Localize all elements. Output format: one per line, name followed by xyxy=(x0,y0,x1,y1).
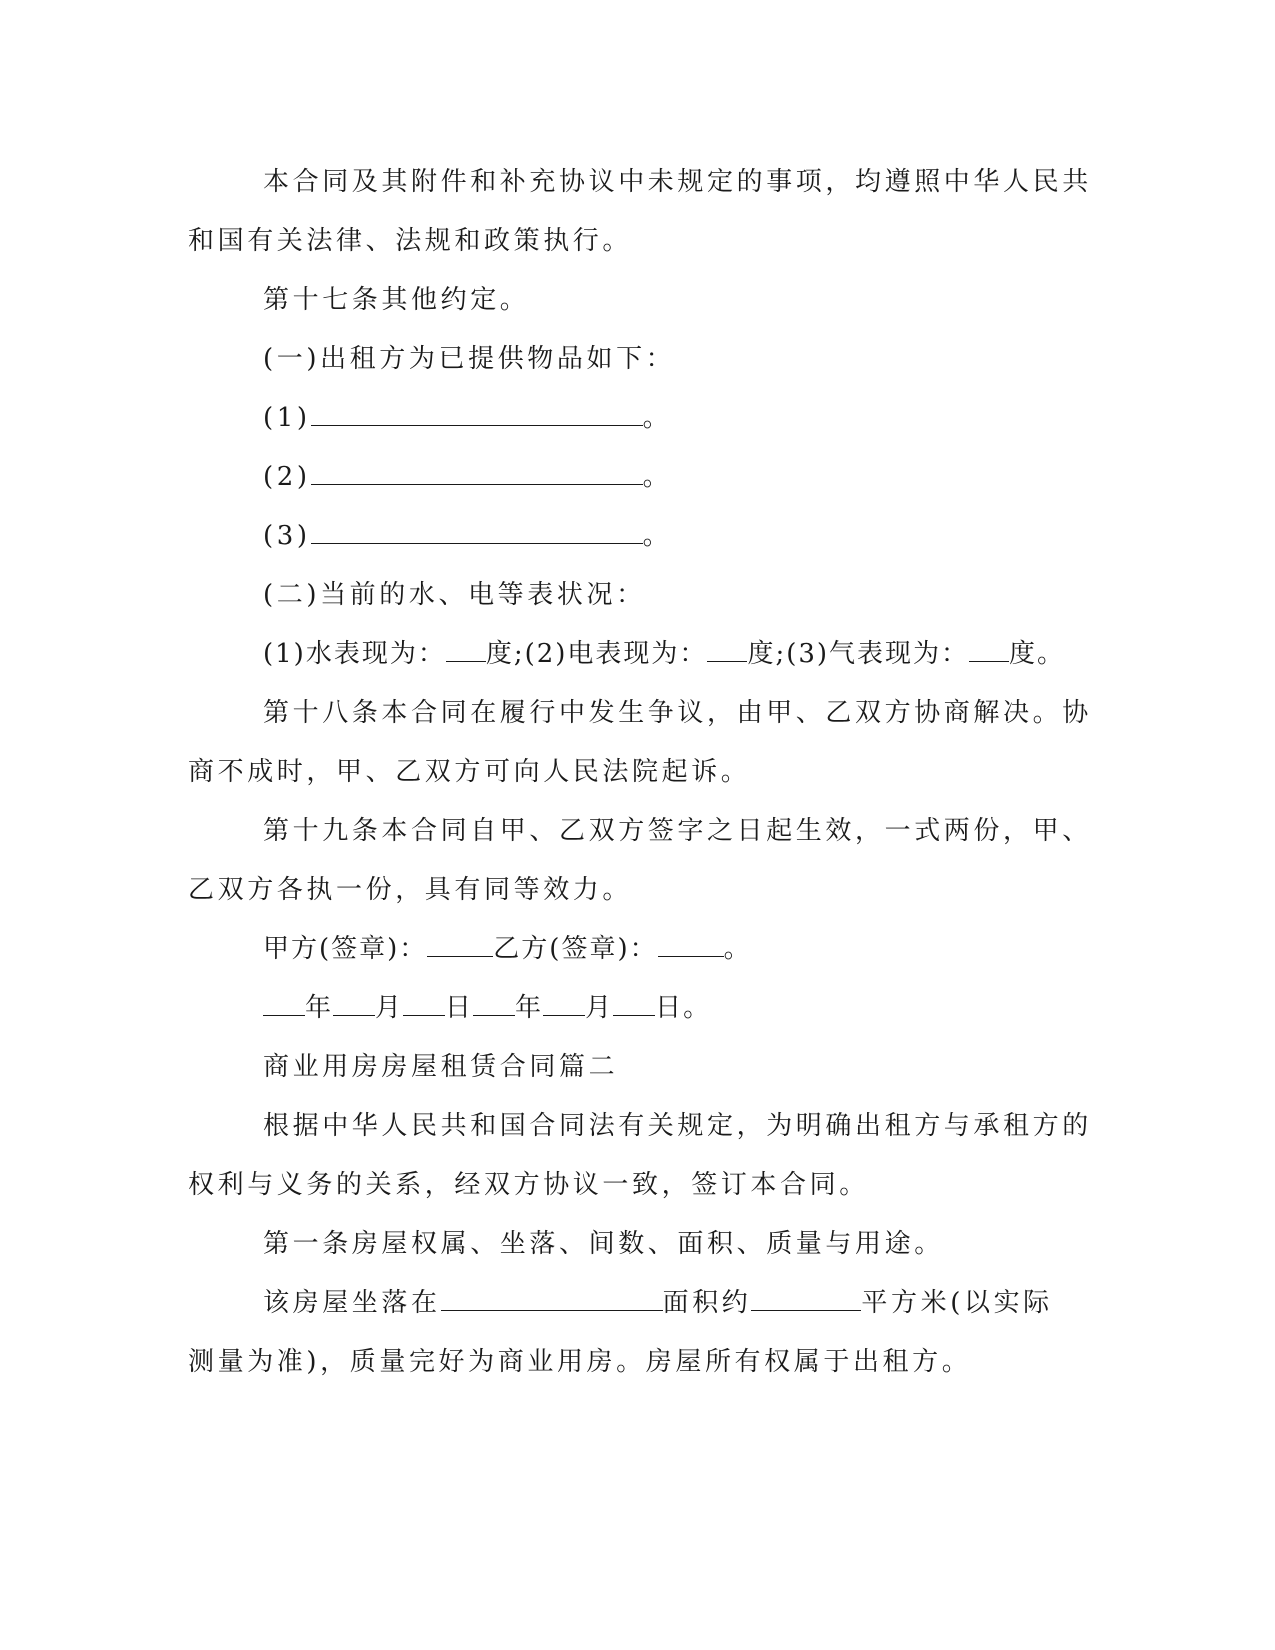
blank-field xyxy=(311,403,643,426)
blank-field xyxy=(427,934,493,957)
party-a-signature-label: 甲方(签章)： xyxy=(263,934,428,964)
item-number: (3) xyxy=(263,521,311,551)
blank-field xyxy=(707,639,747,662)
fill-line-2 xyxy=(263,460,672,494)
fill-line-1 xyxy=(263,401,672,435)
location-label: 该房屋坐落在 xyxy=(263,1288,441,1318)
fill-line-3 xyxy=(263,519,672,553)
paragraph-line: 和国有关法律、法规和政策执行。 xyxy=(188,226,633,256)
date-line xyxy=(263,991,711,1025)
period: 。 xyxy=(642,403,673,433)
electric-meter-label: 度;(2)电表现为： xyxy=(485,639,708,669)
day-label: 日 xyxy=(445,993,474,1023)
month-label: 月 xyxy=(375,993,404,1023)
blank-field xyxy=(263,993,305,1016)
blank-field xyxy=(613,993,655,1016)
paragraph-line: (一)出租方为已提供物品如下： xyxy=(263,344,676,374)
blank-field xyxy=(543,993,585,1016)
signature-line xyxy=(263,932,752,966)
section-title: 商业用房房屋租赁合同篇二 xyxy=(263,1052,619,1082)
blank-field xyxy=(403,993,445,1016)
blank-field xyxy=(311,462,643,485)
period: 。 xyxy=(723,934,752,964)
paragraph-line: (二)当前的水、电等表状况： xyxy=(263,580,646,610)
period: 。 xyxy=(642,521,673,551)
period: 。 xyxy=(642,462,673,492)
water-meter-label: (1)水表现为： xyxy=(263,639,446,669)
blank-field xyxy=(311,521,643,544)
item-number: (1) xyxy=(263,403,311,433)
year-label: 年 xyxy=(305,993,334,1023)
month-label: 月 xyxy=(585,993,614,1023)
blank-field xyxy=(969,639,1009,662)
paragraph-line: 权利与义务的关系，经双方协议一致，签订本合同。 xyxy=(188,1170,869,1200)
article-heading: 第一条房屋权属、坐落、间数、面积、质量与用途。 xyxy=(263,1229,944,1259)
paragraph-line: 第十九条本合同自甲、乙双方签字之日起生效，一式两份，甲、 xyxy=(263,816,1092,846)
party-b-signature-label: 乙方(签章)： xyxy=(493,934,658,964)
article-heading: 第十七条其他约定。 xyxy=(263,285,530,315)
blank-field xyxy=(473,993,515,1016)
paragraph-line: 乙双方各执一份，具有同等效力。 xyxy=(188,875,633,905)
paragraph-line: 商不成时，甲、乙双方可向人民法院起诉。 xyxy=(188,757,751,787)
item-number: (2) xyxy=(263,462,311,492)
paragraph-line: 根据中华人民共和国合同法有关规定，为明确出租方与承租方的 xyxy=(263,1111,1092,1141)
location-area-line xyxy=(263,1286,1053,1320)
blank-field xyxy=(658,934,724,957)
gas-meter-label: 度;(3)气表现为： xyxy=(747,639,970,669)
day-label: 日。 xyxy=(655,993,712,1023)
area-unit-label: 平方米(以实际 xyxy=(861,1288,1053,1318)
meter-readings-line xyxy=(263,637,1065,671)
paragraph-line: 第十八条本合同在履行中发生争议，由甲、乙双方协商解决。协 xyxy=(263,698,1092,728)
paragraph-line: 测量为准)，质量完好为商业用房。房屋所有权属于出租方。 xyxy=(188,1347,972,1377)
blank-field xyxy=(441,1288,663,1311)
blank-field xyxy=(446,639,486,662)
degree-suffix: 度。 xyxy=(1009,639,1066,669)
area-label: 面积约 xyxy=(662,1288,752,1318)
paragraph-line: 本合同及其附件和补充协议中未规定的事项，均遵照中华人民共 xyxy=(263,167,1092,197)
blank-field xyxy=(333,993,375,1016)
year-label: 年 xyxy=(515,993,544,1023)
blank-field xyxy=(751,1288,861,1311)
